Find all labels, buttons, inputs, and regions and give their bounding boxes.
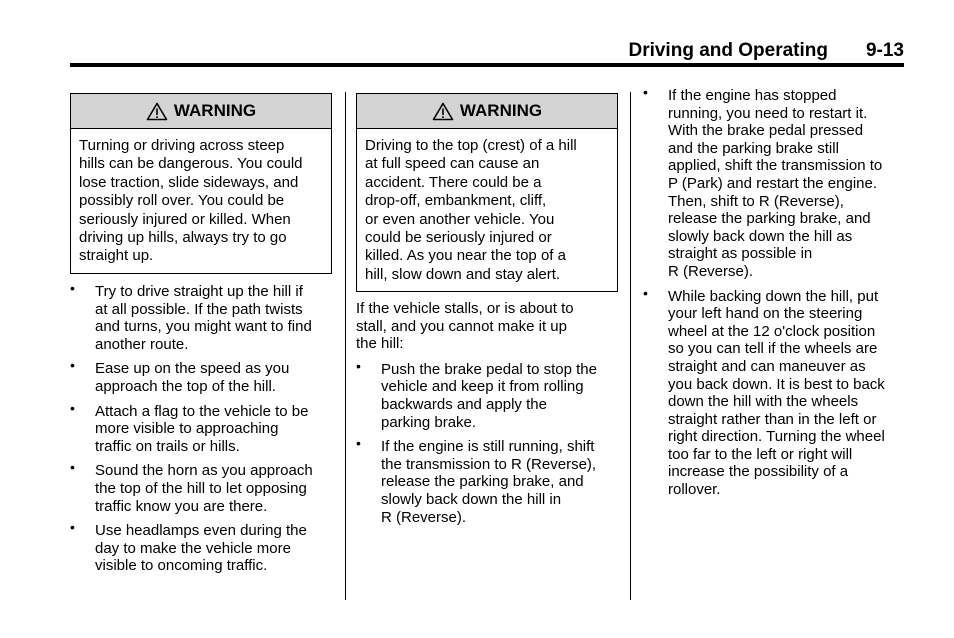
list-item-text: Attach a flag to the vehicle to be more visible to approaching traffic on trails or hills. [95,402,309,455]
bullet-icon: • [70,459,75,476]
bullet-icon: • [70,519,75,536]
warning-text: Turning or driving across steep hills can be dangerous. You could lose traction, slide sideways, and possibly roll over. You could be seriously injured or killed. When driving up hills, always try to go straight up. [79,137,303,265]
list-item [356,357,626,431]
list-item [356,435,626,526]
bullet-icon: • [70,399,75,416]
header-rule [70,63,904,67]
list-item [643,284,913,499]
list-item-text: Sound the horn as you approach the top of the hill to let opposing traffic know you are there. [95,462,313,515]
page-number: 9-13 [865,40,904,61]
warning-triangle-icon [432,102,454,121]
bullet-icon: • [356,435,361,452]
list-item-text: Push the brake pedal to stop the vehicle and keep it from rolling backwards and apply the parking brake. [381,360,597,431]
bullet-icon: • [643,84,648,100]
column-divider [345,92,346,600]
list-item [70,357,340,395]
list-item-text: Try to drive straight up the hill if at all possible. If the path twists and turns, you might want to find another route. [95,283,312,353]
bullet-icon: • [356,357,361,374]
warning-title: WARNING [173,101,257,120]
warning-header [71,94,331,129]
list-item-text: If the engine is still running, shift the transmission to R (Reverse), release the parking brake, and slowly back down the hill in R (Reverse). [381,438,597,526]
list-item-text: Ease up on the speed as you approach the top of the hill. [95,360,290,395]
intro-paragraph: If the vehicle stalls, or is about to stall, and you cannot make it up the hill: [356,300,574,353]
list-item [70,399,340,456]
list-item [643,84,913,281]
list-item-text: Use headlamps even during the day to make the vehicle more visible to oncoming traffic. [95,522,307,575]
list-item-text: While backing down the hill, put your left hand on the steering wheel at the 12 o'clock position so you can tell if the wheels are straight and can maneuver as you back down. It is best to back down the hill with the wheels straight rather than in the left or right direction. Turning the wheel too far to the left or right will increase the possibility of a rollover. [668,287,885,499]
column-divider [630,92,631,600]
bullet-icon: • [70,280,75,296]
list-item [70,280,340,353]
list-item [70,519,340,575]
section-title: Driving and Operating [628,40,828,61]
stall-section [356,300,626,533]
list-item [70,459,340,515]
bullet-icon: • [643,284,648,301]
bullet-list [70,280,340,582]
bullet-icon: • [70,357,75,374]
warning-box [356,93,618,292]
warning-title: WARNING [459,101,543,120]
warning-header [357,94,617,129]
warning-text: Driving to the top (crest) of a hill at full speed can cause an accident. There could be a drop-off, embankment, cliff, or even another vehicle. You could be seriously injured or killed. As you near the top of a hill, slow down and stay alert. [365,137,577,283]
warning-body [71,129,331,266]
list-item-text: If the engine has stopped running, you need to restart it. With the brake pedal pressed and the parking brake still applied, shift the transmission to P (Park) and restart the engine. Then, shift to R (Reverse), release the parking brake, and slowly back down the hill as straight as possible in R (Reverse). [668,87,883,280]
warning-box [70,93,332,274]
warning-triangle-icon [146,102,168,121]
warning-body [357,129,617,284]
page-header [70,38,904,62]
bullet-list [643,84,913,506]
